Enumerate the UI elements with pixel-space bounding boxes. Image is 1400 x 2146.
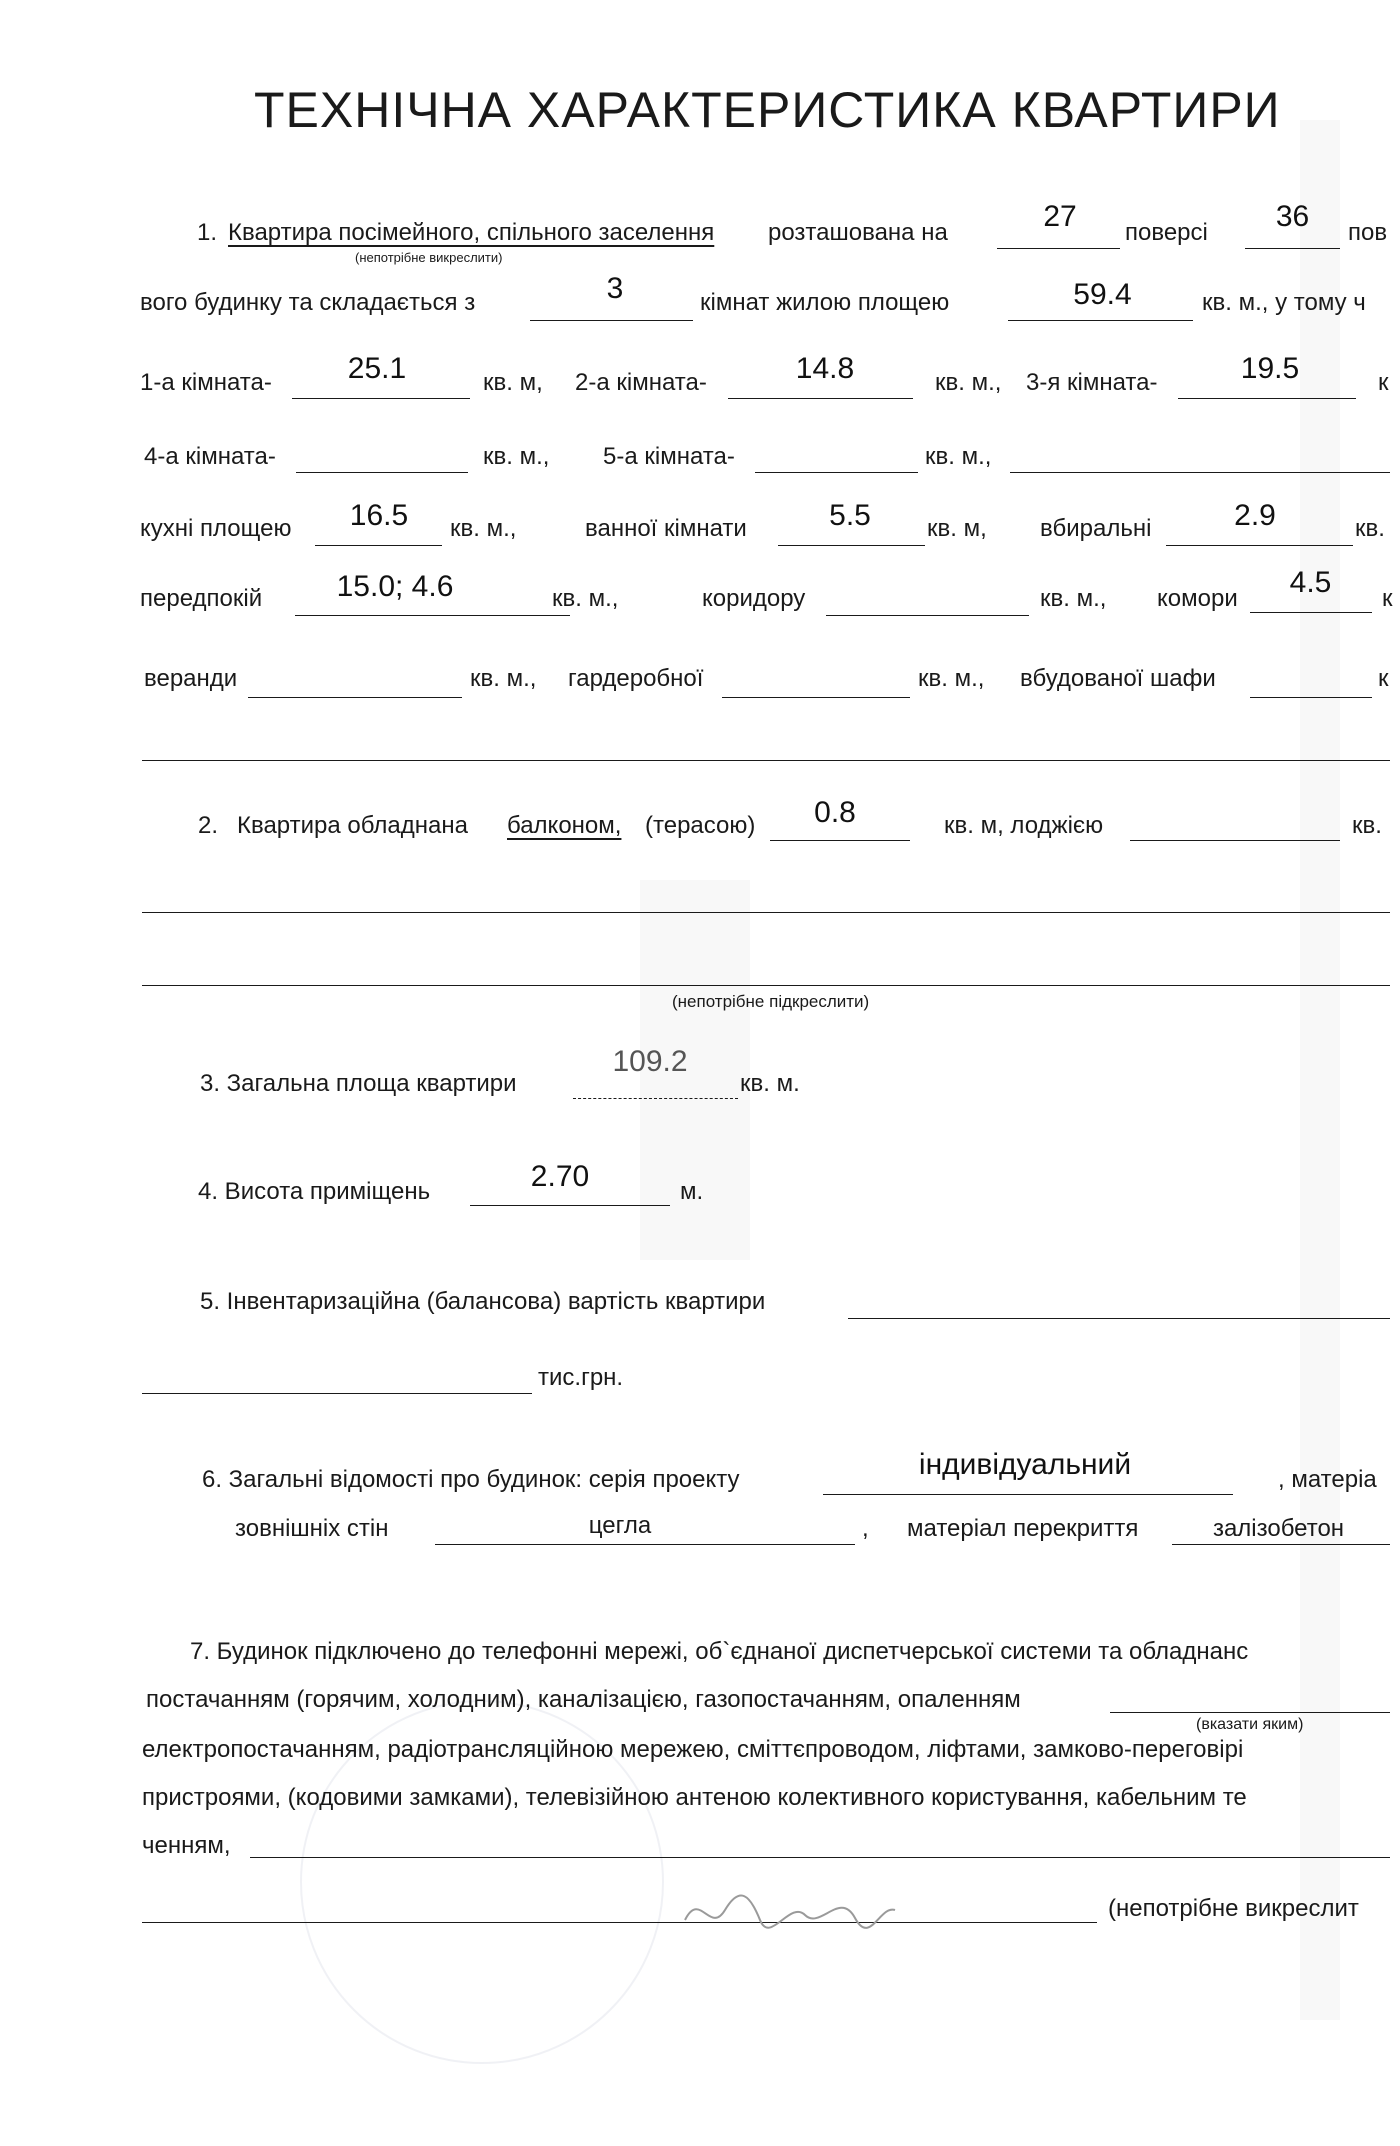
room5-unit: кв. м., xyxy=(925,443,992,470)
hall-label: передпокій xyxy=(140,585,263,612)
builtin-label: вбудованої шафи xyxy=(1020,665,1216,692)
ceiling-height-value: 2.70 xyxy=(530,1160,590,1193)
s1-located-on: розташована на xyxy=(768,219,948,246)
signature-scribble xyxy=(680,1880,900,1940)
walls-value: цегла xyxy=(588,1512,652,1539)
floors-total-label: пов xyxy=(1348,219,1388,246)
walls-label: зовнішніх стін xyxy=(235,1515,389,1542)
s6-comma: , xyxy=(862,1515,869,1542)
toilet-unit: кв. xyxy=(1355,515,1385,542)
s7-line3: електропостачанням, радіотрансляційною мережею, сміттєпроводом, ліфтами, замково-переговірі xyxy=(142,1736,1244,1763)
s2-unit-b: кв. xyxy=(1352,812,1382,839)
corridor-label: коридору xyxy=(702,585,806,612)
s1-line2-c: кв. м., у тому ч xyxy=(1202,289,1366,316)
s5-label: 5. Інвентаризаційна (балансова) вартість квартири xyxy=(200,1288,766,1315)
kitchen-unit: кв. м., xyxy=(450,515,517,542)
s4-unit: м. xyxy=(680,1178,704,1205)
s5-unit: тис.грн. xyxy=(538,1364,624,1391)
s7-line5: ченням, xyxy=(142,1832,231,1859)
s1-line2-b: кімнат жилою площею xyxy=(700,289,950,316)
rooms-count-value: 3 xyxy=(606,272,624,305)
s6-label: 6. Загальні відомості про будинок: серія проекту xyxy=(202,1466,740,1493)
room5-label: 5-а кімната- xyxy=(603,443,735,470)
underline-note: (непотрібне підкреслити) xyxy=(672,992,870,1011)
page-title: ТЕХНІЧНА ХАРАКТЕРИСТИКА КВАРТИРИ xyxy=(254,82,1281,138)
floors-total-value: 36 xyxy=(1275,200,1310,233)
hall-unit: кв. м., xyxy=(552,585,619,612)
total-area-value: 109.2 xyxy=(612,1045,688,1078)
balcony-option: балконом, xyxy=(507,812,622,839)
wardrobe-label: гардеробної xyxy=(568,665,704,692)
room4-unit: кв. м., xyxy=(483,443,550,470)
room2-unit: кв. м., xyxy=(935,369,1002,396)
corridor-unit: кв. м., xyxy=(1040,585,1107,612)
balcony-area-value: 0.8 xyxy=(814,796,856,829)
kitchen-label: кухні площею xyxy=(140,515,292,542)
floor-value: 27 xyxy=(1043,200,1077,233)
room3-value: 19.5 xyxy=(1240,352,1300,385)
room1-label: 1-а кімната- xyxy=(140,369,272,396)
living-area-value: 59.4 xyxy=(1073,278,1132,311)
wardrobe-unit: кв. м., xyxy=(918,665,985,692)
project-series-value: індивідуальний xyxy=(918,1448,1132,1481)
s4-label: 4. Висота приміщень xyxy=(198,1178,431,1205)
toilet-label: вбиральні xyxy=(1040,515,1152,542)
room4-label: 4-а кімната- xyxy=(144,443,276,470)
s3-unit: кв. м. xyxy=(740,1070,800,1097)
veranda-unit: кв. м., xyxy=(470,665,537,692)
hall-value: 15.0; 4.6 xyxy=(336,570,454,603)
veranda-label: веранди xyxy=(144,665,238,692)
s7-line4: пристроями, (кодовими замками), телевізійною антеною колективного користування, кабельним те xyxy=(142,1784,1247,1811)
strike-note: (непотрібне викреслити) xyxy=(355,250,503,265)
kitchen-value: 16.5 xyxy=(349,499,409,532)
storage-unit: к xyxy=(1382,585,1393,612)
room2-label: 2-а кімната- xyxy=(575,369,707,396)
bath-value: 5.5 xyxy=(829,499,871,532)
storage-value: 4.5 xyxy=(1289,566,1332,599)
bath-unit: кв. м, xyxy=(927,515,987,542)
room3-unit: к xyxy=(1378,369,1389,396)
s2-lead: 2. xyxy=(198,812,219,839)
room1-value: 25.1 xyxy=(347,352,407,385)
scan-smudge xyxy=(1300,120,1340,2020)
floor-material-value: залізобетон xyxy=(1212,1515,1345,1542)
heating-note: (вказати яким) xyxy=(1196,1716,1304,1733)
storage-label: комори xyxy=(1157,585,1238,612)
s7-line1: 7. Будинок підключено до телефонні мережі, об`єднаної диспетчерської системи та обладнанс xyxy=(190,1638,1249,1665)
s3-label: 3. Загальна площа квартири xyxy=(200,1070,517,1097)
floor-material-label: матеріал перекриття xyxy=(907,1515,1139,1542)
s2-text-a: Квартира обладнана xyxy=(237,812,468,839)
s7-footer: (непотрібне викреслит xyxy=(1108,1895,1359,1922)
s1-line2-a: вого будинку та складається з xyxy=(140,289,476,316)
s1-apartment-type: Квартира посімейного, спільного заселення xyxy=(228,219,715,246)
s2-unit-a: кв. м, лоджією xyxy=(944,812,1104,839)
toilet-value: 2.9 xyxy=(1234,499,1276,532)
room2-value: 14.8 xyxy=(795,352,855,385)
bath-label: ванної кімнати xyxy=(585,515,747,542)
floor-label: поверсі xyxy=(1125,219,1208,246)
s1-lead: 1. xyxy=(197,219,218,246)
room1-unit: кв. м, xyxy=(483,369,543,396)
s7-line2: постачанням (горячим, холодним), каналізацією, газопостачанням, опаленням xyxy=(146,1686,1021,1713)
terrace-option: (терасою) xyxy=(645,812,756,839)
s6-mat-a: , матеріа xyxy=(1278,1466,1377,1493)
builtin-unit: к xyxy=(1378,665,1389,692)
room3-label: 3-я кімната- xyxy=(1026,369,1158,396)
